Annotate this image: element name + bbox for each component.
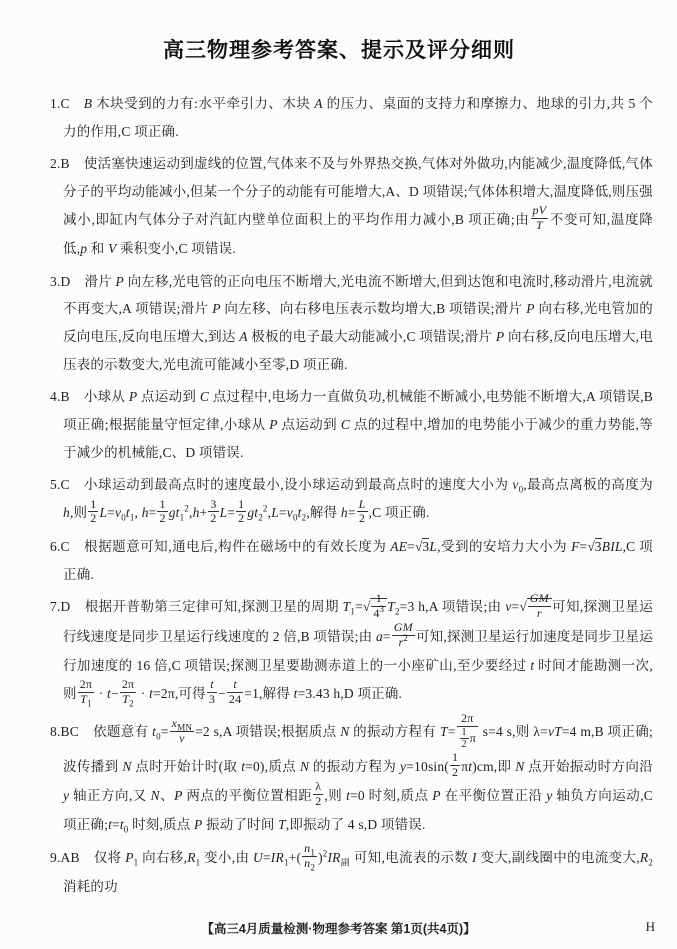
answer-number: 5.C [50, 477, 70, 493]
answer-number: 6.C [50, 539, 70, 555]
page-footer [0, 919, 677, 939]
answer-item-2 [50, 150, 653, 262]
answer-text: 使活塞快速运动到虚线的位置,气体来不及与外界热交换,气体对外做功,内能减少,温度降低,气体分子的平均动能减小,但某一个分子的动能有可能增大,A、D 项错误;气体体积增大,温度降低,则压强减小,即缸内气体分子对汽缸内壁单位面积上的平均作用力减小,B 项正确;由 $\frac{pV}{T}$ 不变可知,温度降低,p 和 V 乘积变小,C 项错误. [63, 156, 653, 256]
answer-number: 1.C [50, 96, 70, 111]
answer-text: B 木块受到的力有:水平牵引力、木块 A 的压力、桌面的支持力和摩擦力、地球的引力,共 5 个力的作用,C 项正确. [63, 96, 653, 139]
answer-number: 2.B [50, 156, 70, 172]
answer-text: 根据题意可知,通电后,构件在磁场中的有效长度为 AE=√3L,受到的安培力大小为 F=√3BIL,C 项正确. [63, 539, 653, 582]
page-title: 高三物理参考答案、提示及评分细则 [163, 39, 515, 62]
answer-number: 9.AB [50, 849, 80, 865]
answer-item-4 [50, 383, 654, 466]
answer-number: 8.BC [50, 724, 79, 740]
footer-page-letter: H [645, 919, 655, 934]
answer-number: 3.D [50, 273, 71, 289]
answer-text: 依题意有 $t_0=$ $x_{MN}$ v =2 s,A 项错误;根据质点 N 的振动方程有 T= 2π $\frac{1}{2}$ π s=4 s,则 λ=vT=4 m,B 项正确;波传播到 N 点时开始计时(取 t=0),质点 N 的振动方程为 y=10sin( $\frac{1}{2}$ πt)cm,即 N 点开始振动时方向沿 y 轴正方向,又 N、P 两点的平衡位置相距 $\frac{\lambda}{2}$ ,则 t=0 时刻,质点 P 在平衡位置正沿 y 轴负方向运动,C 项正确$;t=t_0$ 时刻,质点 P 振动了时间 T,即振动了 4 s,D 项错误. [63, 710, 654, 835]
answer-item-3 [50, 268, 654, 379]
answer-item-1 [50, 90, 653, 145]
answer-item-6 [50, 533, 653, 588]
answer-number: 4.B [50, 389, 70, 405]
answer-item-5 [50, 471, 653, 528]
answer-item-8 [50, 710, 654, 839]
answer-item-7 [50, 591, 654, 709]
answer-text: 根据开普勒第三定律可知,探测卫星的周期 $T_1=√$ $\frac{1}{4^3}$ $T_2=3$ h,A 项错误;由 v=√ $\frac{GM}{r}$ 可知,探测卫星运行线速度是同步卫星运行线速度的 2 倍,B 项错误;由 a= $\frac{GM}{r^2}$ 可知,探测卫星运行加速度是同步卫星运行加速度的 16 倍,C 项错误;探测卫星要勘测赤道上的一小座矿山,至少要经过 t 时间才能勘测一次,则 $\frac{2\pi}{T_1}$ · t− $\frac{2\pi}{T_2}$ · t=2π,可得 $\frac{t}{3}$ − $\frac{t}{24}$ =1,解得 t=3.43 h,D 项正确. [63, 591, 654, 709]
answer-text: 仅将 $P_1$ 向右移$,R_1$ 变小,由 $U=IR_1+$( $\frac{n_1}{n_2}$ )$^2IR_副$ 可知,电流表的示数 I 变大,副线圈中的电流变大$,R_2$ 消耗的功 [63, 841, 654, 894]
answer-text: 小球从 P 点运动到 C 点过程中,电场力一直做负功,机械能不断减小,电势能不断增大,A 项错误,B 项正确;根据能量守恒定律,小球从 P 点运动到 C 点的过程中,增加的电势能小于减少的重力势能,等于减少的机械能,C、D 项错误. [63, 389, 654, 460]
answer-text: 滑片 P 向左移,光电管的正向电压不断增大,光电流不断增大,但到达饱和电流时,移动滑片,电流就不再变大,A 项错误;滑片 P 向左移、向右移电压表示数均增大,B 项错误;滑片 P 向右移,光电管加的反向电压,反向电压增大,到达 A 极板的电子最大动能减小,C 项错误;滑片 P 向右移,反向电压增大,电压表的示数变大,光电流可能减小至零,D 项正确. [63, 273, 654, 372]
answer-text: 小球运动到最高点时的速度最小,设小球运动到最高点时的速度大小为 $v_0$,最高点离板的高度为 h,则 $\frac{1}{2}$ $L=v_0t_1$, h= $\frac{1}{2}$ $gt_1^2,h+$ $\frac{3}{2}$ L= $\frac{1}{2}$ $gt_2^2,L=v_0t_2$,解得 h= $\frac{L}{2}$ ,C 项正确. [63, 477, 653, 526]
answer-item-9 [50, 841, 654, 901]
footer-caption: 【高三4月质量检测·物理参考答案 第1页(共4页)】 [201, 922, 476, 936]
answer-number: 7.D [50, 599, 71, 615]
